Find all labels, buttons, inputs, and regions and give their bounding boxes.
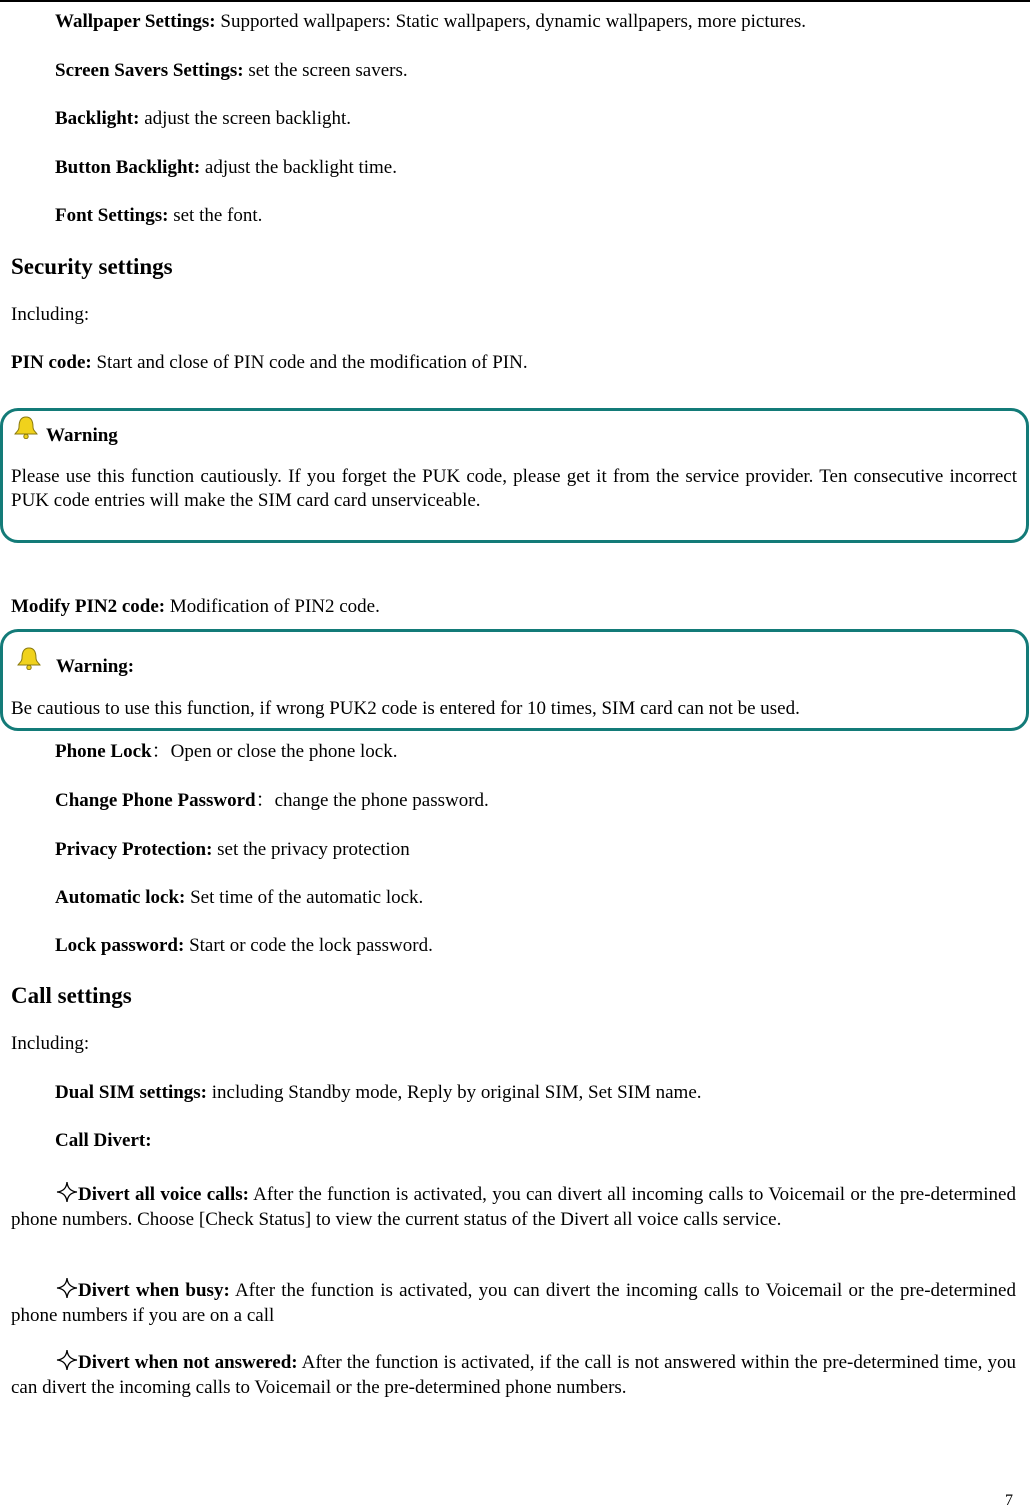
warning-bell-icon [16, 646, 42, 670]
item-label: Dual SIM settings: [55, 1082, 208, 1103]
item-text: Supported wallpapers: Static wallpapers, dynamic wallpapers, more pictures. [215, 11, 807, 32]
item-label: Divert when not answered: [78, 1352, 298, 1373]
item-text: Modification of PIN2 code. [165, 596, 380, 617]
item-label: Backlight: [55, 108, 140, 129]
warning-text: Please use this function cautiously. If you forget the PUK code, please get it from the service provider. Ten consecutive incorrect PUK code entries will make the SIM card card unserviceable. [11, 466, 1017, 511]
item-text: set the screen savers. [243, 60, 408, 81]
wallpaper-settings-item [55, 11, 806, 33]
security-settings-heading: Security settings [11, 254, 173, 279]
pin-code-item [11, 352, 528, 374]
item-text: Start or code the lock password. [184, 935, 433, 956]
warning-title: Warning: [56, 656, 135, 677]
phone-lock-item [55, 741, 398, 763]
item-text: After the function is activated, you can divert all incoming calls to Voicemail or the pre-determined phone numbers. Choose [Check Status] to view the current status of the Divert all voice calls service. [11, 1184, 1016, 1230]
warning-title: Warning [46, 425, 118, 446]
item-text: set the privacy protection [212, 839, 410, 860]
item-label: Privacy Protection: [55, 839, 213, 860]
item-text: After the function is activated, you can divert the incoming calls to Voicemail or the pre-determined phone numbers if you are on a call [11, 1280, 1016, 1326]
lock-password-item [55, 935, 433, 957]
warning-text: Be cautious to use this function, if wrong PUK2 code is entered for 10 times, SIM card can not be used. [11, 698, 800, 719]
warning-bell-icon [13, 415, 39, 439]
item-text: After the function is activated, if the call is not answered within the pre-determined time, you can divert the incoming calls to Voicemail or the pre-determined phone numbers. [11, 1352, 1016, 1398]
divert-when-not-answered [11, 1349, 1016, 1400]
security-including: Including: [11, 304, 90, 325]
item-label: Divert all voice calls: [78, 1184, 249, 1205]
divert-when-busy [11, 1277, 1016, 1328]
item-label: Screen Savers Settings: [55, 60, 244, 81]
item-label: Divert when busy: [78, 1280, 230, 1301]
item-text: ：change the phone password. [255, 790, 489, 811]
warning-box-puk [0, 408, 1029, 543]
call-settings-heading: Call settings [11, 983, 132, 1008]
call-including: Including: [11, 1033, 90, 1054]
change-phone-password-item [55, 790, 489, 812]
item-text: Start and close of PIN code and the modification of PIN. [91, 352, 528, 373]
item-text: adjust the backlight time. [200, 157, 397, 178]
item-label: Modify PIN2 code: [11, 596, 166, 617]
dual-sim-item [55, 1082, 702, 1104]
warning-box-puk2 [0, 629, 1029, 731]
font-settings-item [55, 205, 262, 227]
item-label: PIN code: [11, 352, 92, 373]
item-label: Change Phone Password [55, 790, 256, 811]
item-label: Phone Lock [55, 741, 152, 762]
call-divert-label: Call Divert: [55, 1130, 152, 1151]
item-label: Font Settings: [55, 205, 169, 226]
screen-savers-item [55, 60, 408, 82]
diamond-star-icon [56, 1277, 78, 1299]
button-backlight-item [55, 157, 397, 179]
item-label: Lock password: [55, 935, 185, 956]
divert-all-voice-calls [11, 1181, 1016, 1232]
privacy-protection-item [55, 839, 410, 861]
item-text: including Standby mode, Reply by original SIM, Set SIM name. [207, 1082, 702, 1103]
diamond-star-icon [56, 1349, 78, 1371]
page-number: 7 [1005, 1492, 1013, 1509]
item-label: Wallpaper Settings: [55, 11, 216, 32]
item-text: set the font. [168, 205, 263, 226]
automatic-lock-item [55, 887, 423, 909]
modify-pin2-item [11, 596, 380, 618]
item-text: adjust the screen backlight. [139, 108, 352, 129]
item-text: ：Open or close the phone lock. [151, 741, 398, 762]
diamond-star-icon [56, 1181, 78, 1203]
top-rule [0, 0, 1030, 2]
item-text: Set time of the automatic lock. [185, 887, 424, 908]
item-label: Automatic lock: [55, 887, 186, 908]
backlight-item [55, 108, 351, 130]
item-label: Button Backlight: [55, 157, 201, 178]
